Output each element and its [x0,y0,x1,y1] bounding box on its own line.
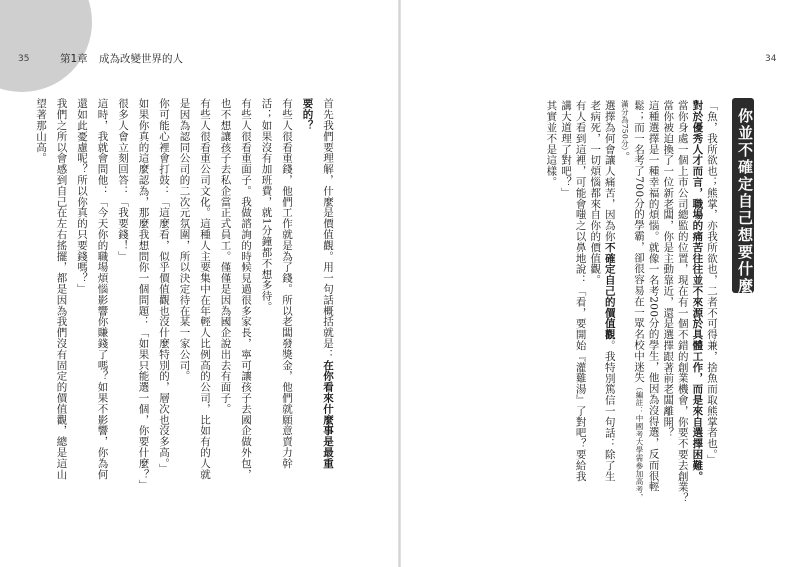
body-text: 望著那山高。 [35,98,47,164]
body-text: 。我特別篤信一句話：除了生 [603,339,616,482]
body-text: 這時，我就會問他：「今天你的職場煩惱影響你賺錢了嗎？如果不影響，你為何 [96,98,109,480]
body-text: 其實並不是這樣。 [545,100,558,188]
body-text: 「魚，我所欲也；熊掌，亦我所欲也，二者不可得兼，捨魚而取熊掌者也。」 [706,100,718,466]
left-page-text-column [158,98,170,474]
body-text: 。 [618,151,631,163]
body-text: 當你被迫換了一位新老闆，你是主動靠近，還是選擇跟著前老闆離開？ [662,100,675,438]
left-page-text-column [179,98,191,381]
body-text: 是因為認同公司的二次元氛圍，所以決定待在某一家公司。 [178,98,191,382]
left-page-text-column [199,98,211,480]
body-text: 有些人很看重面子。我做諮詢的時候見過很多家長，寧可讓孩子去國企做外包， [240,98,252,480]
body-text: 有些人很看重錢，他們工作就是為了錢。所以老闆發獎金，他們就願意賣力幹 [281,98,293,469]
left-page-number: 35 [18,54,30,64]
body-text: 我們之所以會感到自己在左右搖擺，都是因為我們沒有固定的價值觀，總是這山 [55,98,68,480]
body-text: 首先我們要理解，什麼是價值觀。用一句話概括就是： [322,98,334,360]
body-text: 滿分為750分） [620,100,630,152]
body-text: 還如此憂慮呢？所以你真的只要錢嗎？」 [76,98,88,295]
body-text: 這種選擇是一種幸福的煩惱。就像一名考200分的學生，他因為沒得選，反而很輕 [647,100,660,492]
emphasis-text: 在你看來什麼事是最重 [322,359,334,469]
left-page-text-column [240,98,252,480]
body-text: 有些人很看重公司文化。這種人主要集中在年輕人比例高的公司，比如有的人就 [199,98,211,480]
body-text: 活；如果沒有加班費，就1分鐘都不想多待。 [260,98,273,313]
left-page-text-column [138,98,150,490]
left-page-text-column [261,98,273,312]
body-text: 老病死，一切煩惱都來自你的價值觀。 [589,100,602,286]
body-text: 選擇為何會讓人痛苦，因為你 [603,100,616,242]
left-page-text-column [56,98,68,480]
body-text: 鬆；而一名考了700分的學霸，卻很容易在一眾名校中迷失 [633,100,645,383]
body-text: 如果你真的這麼認為，那麼我想問你一個問題：「如果只能選一個，你要什麼？」 [137,98,150,491]
left-page-text-column [220,98,232,414]
body-text: 你可能心裡會打鼓：「這麼看，似乎價值觀也沒什麼特別的，層次也沒多高。」 [158,98,170,475]
left-page-text-column [35,98,47,163]
body-text: 很多人會立刻回答：「我要錢！」 [117,98,129,262]
right-page-number: 34 [765,54,777,64]
left-page-text-column [97,98,109,480]
left-page-text-column [117,98,129,262]
emphasis-text: 要的？ [301,98,314,131]
left-page-text-column [76,98,88,294]
emphasis-text: 對於優秀人才而言，職場的痛苦往往並不來源於具體工作，而是來自選擇困難。 [691,100,704,482]
running-head-title: 成為改變世界的人 [99,53,184,65]
body-text: （編註：中國考大學需參加高考， [635,382,644,502]
left-page-text-column [322,98,334,469]
left-page-text-column [281,98,293,469]
body-text: 有人看到這裡，可能會嗤之以鼻地說：「看，要開始『灌雞湯』了對吧？要給我 [574,100,587,482]
body-text: 也不想讓孩子去私企當正式員工。僅僅是因為國企說出去有面子。 [219,98,232,415]
emphasis-text: 不確定自己的價值觀 [603,241,616,340]
body-text: 當你身處一個上市公司總監的位置，現在有一個不錯的創業機會，你要不要去創業？ [676,100,689,504]
running-head-chapter: 第1章 [60,53,88,65]
left-page-text-column [302,98,314,131]
body-text: 講大道理了對吧？」 [560,100,572,199]
section-title: 你並不確定自己想要什麼 [736,108,754,295]
